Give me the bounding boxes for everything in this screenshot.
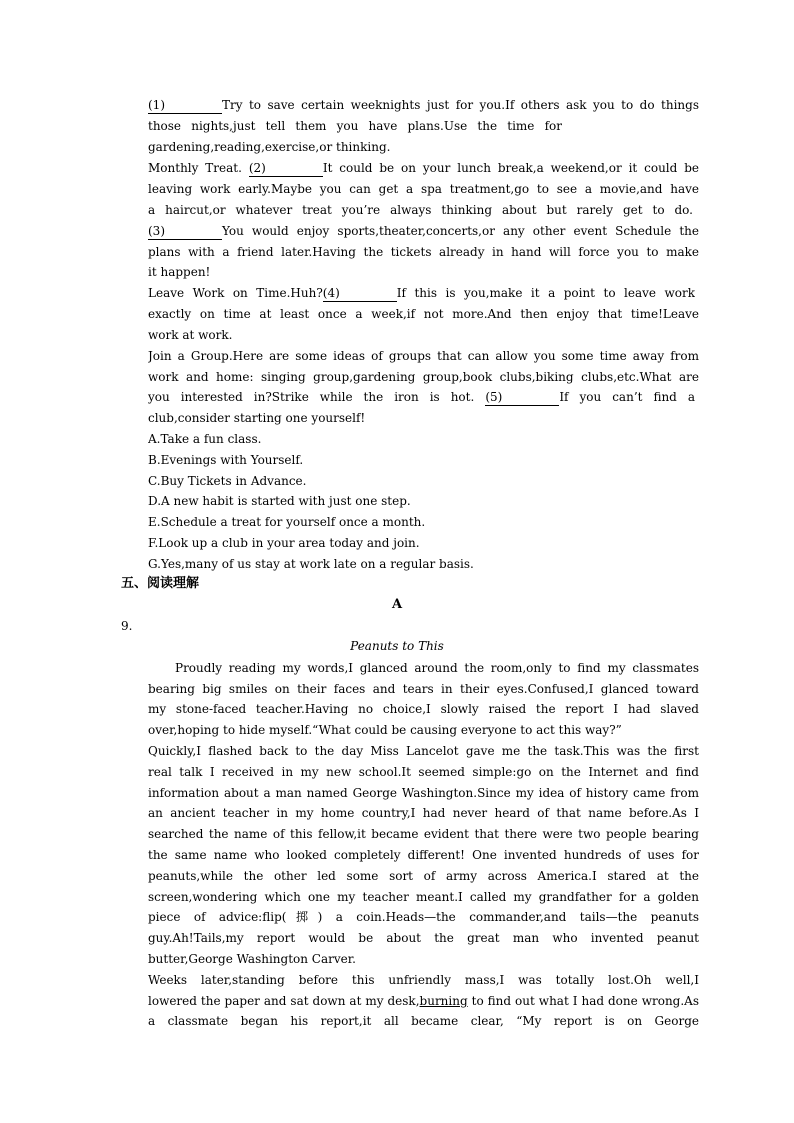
passage-line-8: an ancient teacher in my home country,I had never heard of that name before.As I	[148, 806, 699, 820]
task-line-4: Monthly Treat. (2) It could be on your lunch break,a weekend,or it could be	[148, 161, 699, 175]
passage-line-4: over,hoping to hide myself.“What could be causing everyone to act this way?”	[148, 723, 622, 737]
task-line-7: (3) You would enjoy sports,theater,concerts,or any other event Schedule the	[148, 224, 699, 238]
task-line-12: work at work.	[148, 328, 233, 342]
blank-4[interactable]: (4)	[323, 286, 397, 302]
passage-line-17: lowered the paper and sat down at my desk,burning to find out what I had done wrong.As	[148, 994, 699, 1008]
task-line-8: plans with a friend later.Having the tickets already in hand will force you to make	[148, 245, 699, 259]
task-line-6: a haircut,or whatever treat you’re always thinking about but rarely get to do.	[148, 203, 693, 217]
passage-line-13: piece of advice:flip(掷) a coin.Heads—the commander,and tails—the peanuts	[148, 910, 699, 924]
section-heading: 五、阅读理解	[121, 576, 200, 591]
passage-line-6: real talk I received in my new school.It seemed simple:go on the Internet and find	[148, 765, 699, 779]
question-number: 9.	[121, 619, 133, 633]
passage-line-16: Weeks later,standing before this unfriendly mass,I was totally lost.Oh well,I	[148, 973, 699, 987]
option-f: F.Look up a club in your area today and join.	[148, 536, 420, 550]
task-line-1: (1) Try to save certain weeknights just for you.If others ask you to do things	[148, 98, 699, 112]
task-line-9: it happen!	[148, 265, 211, 279]
option-c: C.Buy Tickets in Advance.	[148, 474, 307, 488]
task-line-10: Leave Work on Time.Huh?(4) If this is you,make it a point to leave work	[148, 286, 695, 300]
passage-line-1: Proudly reading my words,I glanced around the room,only to find my classmates	[175, 661, 699, 675]
task-line-3: gardening,reading,exercise,or thinking.	[148, 140, 391, 154]
passage-title: Peanuts to This	[350, 639, 444, 653]
passage-line-2: bearing big smiles on their faces and tears in their eyes.Confused,I glanced toward	[148, 682, 699, 696]
task-line-15: you interested in?Strike while the iron is hot. (5) If you can’t find a	[148, 390, 695, 404]
option-g: G.Yes,many of us stay at work late on a regular basis.	[148, 557, 474, 571]
task-line-11: exactly on time at least once a week,if not more.And then enjoy that time!Leave	[148, 307, 699, 321]
option-b: B.Evenings with Yourself.	[148, 453, 304, 467]
passage-line-15: butter,George Washington Carver.	[148, 952, 356, 966]
task-line-14: work and home: singing group,gardening group,book clubs,biking clubs,etc.What are	[148, 370, 699, 384]
blank-5[interactable]: (5)	[485, 390, 559, 406]
passage-line-9: searched the name of this fellow,it became evident that there were two people bearing	[148, 827, 699, 841]
passage-line-14: guy.Ah!Tails,my report would be about the great man who invented peanut	[148, 931, 699, 945]
underlined-word: burning	[419, 994, 468, 1008]
blank-2[interactable]: (2)	[249, 161, 323, 177]
option-e: E.Schedule a treat for yourself once a month.	[148, 515, 426, 529]
option-d: D.A new habit is started with just one step.	[148, 494, 411, 508]
passage-line-3: my stone-faced teacher.Having no choice,I slowly raised the report I had slaved	[148, 702, 699, 716]
task-line-2: those nights,just tell them you have plans.Use the time for	[148, 119, 562, 133]
task-line-5: leaving work early.Maybe you can get a spa treatment,go to see a movie,and have	[148, 182, 699, 196]
blank-1[interactable]: (1)	[148, 98, 222, 114]
passage-line-11: peanuts,while the other led some sort of army across America.I stared at the	[148, 869, 699, 883]
option-a: A.Take a fun class.	[148, 432, 262, 446]
task-line-13: Join a Group.Here are some ideas of groups that can allow you some time away from	[148, 349, 699, 363]
passage-line-12: screen,wondering which one my teacher meant.I called my grandfather for a golden	[148, 890, 699, 904]
part-label: A	[391, 597, 403, 612]
task-line-16: club,consider starting one yourself!	[148, 411, 366, 425]
passage-line-10: the same name who looked completely different! One invented hundreds of uses for	[148, 848, 699, 862]
passage-line-5: Quickly,I flashed back to the day Miss Lancelot gave me the task.This was the first	[148, 744, 699, 758]
passage-line-7: information about a man named George Washington.Since my idea of history came from	[148, 786, 699, 800]
passage-line-18: a classmate began his report,it all became clear, “My report is on George	[148, 1014, 699, 1028]
blank-3[interactable]: (3)	[148, 224, 222, 240]
